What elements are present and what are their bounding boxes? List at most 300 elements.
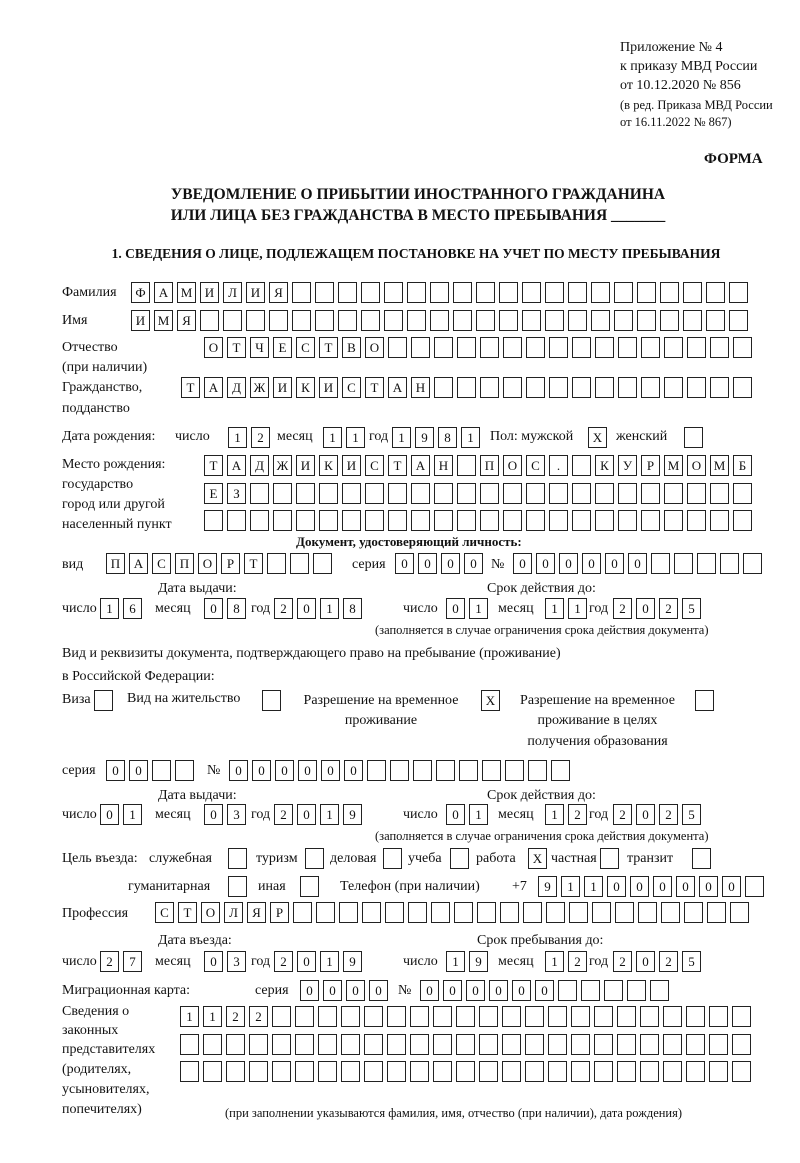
char-box[interactable]	[502, 1061, 521, 1082]
entry-month-field[interactable]	[204, 951, 246, 973]
birthplace-field[interactable]	[204, 455, 752, 477]
char-box[interactable]: 2	[568, 951, 587, 972]
char-box[interactable]: 0	[275, 760, 294, 781]
char-box[interactable]: 0	[582, 553, 601, 574]
char-box[interactable]	[545, 310, 564, 331]
char-box[interactable]	[410, 1034, 429, 1055]
char-box[interactable]	[710, 377, 729, 398]
char-box[interactable]: 0	[297, 598, 316, 619]
char-box[interactable]	[729, 310, 748, 331]
char-box[interactable]	[388, 337, 407, 358]
char-box[interactable]	[618, 337, 637, 358]
char-box[interactable]	[453, 310, 472, 331]
char-box[interactable]: 6	[123, 598, 142, 619]
sex-female-checkbox[interactable]	[684, 427, 703, 449]
char-box[interactable]	[476, 310, 495, 331]
char-box[interactable]: 1	[545, 951, 564, 972]
char-box[interactable]: 1	[461, 427, 480, 448]
char-box[interactable]: 2	[251, 427, 270, 448]
stay-issue-month-field[interactable]	[204, 804, 246, 826]
char-box[interactable]	[526, 337, 545, 358]
char-box[interactable]	[476, 282, 495, 303]
char-box[interactable]	[338, 310, 357, 331]
phone-field[interactable]	[538, 876, 764, 898]
char-box[interactable]	[637, 310, 656, 331]
char-box[interactable]: О	[204, 337, 223, 358]
migration-number-field[interactable]	[420, 980, 669, 1002]
citizenship-field[interactable]	[181, 377, 752, 399]
char-box[interactable]	[433, 1061, 452, 1082]
char-box[interactable]: 1	[561, 876, 580, 897]
char-box[interactable]: 0	[636, 804, 655, 825]
char-box[interactable]	[730, 902, 749, 923]
char-box[interactable]: 9	[415, 427, 434, 448]
char-box[interactable]	[408, 902, 427, 923]
char-box[interactable]: 0	[446, 598, 465, 619]
char-box[interactable]	[456, 1034, 475, 1055]
char-box[interactable]	[431, 902, 450, 923]
char-box[interactable]	[411, 510, 430, 531]
char-box[interactable]	[528, 760, 547, 781]
char-box[interactable]	[551, 760, 570, 781]
char-box[interactable]: Т	[178, 902, 197, 923]
char-box[interactable]	[342, 483, 361, 504]
char-box[interactable]: А	[388, 377, 407, 398]
char-box[interactable]: М	[177, 282, 196, 303]
char-box[interactable]	[249, 1061, 268, 1082]
char-box[interactable]: З	[227, 483, 246, 504]
char-box[interactable]: 0	[630, 876, 649, 897]
char-box[interactable]: 1	[320, 598, 339, 619]
char-box[interactable]	[175, 760, 194, 781]
char-box[interactable]	[228, 848, 247, 869]
char-box[interactable]	[697, 553, 716, 574]
char-box[interactable]: 2	[226, 1006, 245, 1027]
char-box[interactable]	[388, 510, 407, 531]
char-box[interactable]: 2	[659, 951, 678, 972]
char-box[interactable]: 1	[584, 876, 603, 897]
char-box[interactable]: 0	[628, 553, 647, 574]
char-box[interactable]	[733, 377, 752, 398]
char-box[interactable]	[479, 1061, 498, 1082]
char-box[interactable]	[572, 510, 591, 531]
char-box[interactable]: 2	[613, 804, 632, 825]
char-box[interactable]	[686, 1061, 705, 1082]
char-box[interactable]: 8	[343, 598, 362, 619]
char-box[interactable]	[650, 980, 669, 1001]
char-box[interactable]	[200, 310, 219, 331]
char-box[interactable]: 3	[227, 951, 246, 972]
doc-number-field[interactable]	[513, 553, 762, 575]
char-box[interactable]	[615, 902, 634, 923]
char-box[interactable]	[411, 337, 430, 358]
char-box[interactable]: 0	[252, 760, 271, 781]
char-box[interactable]: 1	[320, 951, 339, 972]
char-box[interactable]	[664, 377, 683, 398]
char-box[interactable]	[683, 282, 702, 303]
char-box[interactable]	[684, 427, 703, 448]
char-box[interactable]: С	[526, 455, 545, 476]
char-box[interactable]: 1	[568, 598, 587, 619]
char-box[interactable]: П	[175, 553, 194, 574]
char-box[interactable]	[384, 282, 403, 303]
char-box[interactable]	[503, 483, 522, 504]
char-box[interactable]	[707, 902, 726, 923]
char-box[interactable]	[604, 980, 623, 1001]
char-box[interactable]: Ч	[250, 337, 269, 358]
char-box[interactable]	[651, 553, 670, 574]
char-box[interactable]: 5	[682, 598, 701, 619]
char-box[interactable]: 0	[204, 804, 223, 825]
char-box[interactable]: 9	[343, 804, 362, 825]
char-box[interactable]	[526, 510, 545, 531]
char-box[interactable]	[480, 510, 499, 531]
char-box[interactable]: Ж	[273, 455, 292, 476]
purpose-other-checkbox[interactable]	[300, 876, 319, 898]
char-box[interactable]	[706, 282, 725, 303]
char-box[interactable]	[292, 310, 311, 331]
char-box[interactable]	[454, 902, 473, 923]
char-box[interactable]	[430, 282, 449, 303]
char-box[interactable]: И	[319, 377, 338, 398]
char-box[interactable]	[617, 1006, 636, 1027]
char-box[interactable]: 0	[204, 951, 223, 972]
char-box[interactable]: Е	[273, 337, 292, 358]
char-box[interactable]	[434, 483, 453, 504]
char-box[interactable]: 7	[123, 951, 142, 972]
char-box[interactable]	[614, 310, 633, 331]
char-box[interactable]	[262, 690, 281, 711]
option-temp-residence-education-checkbox[interactable]	[695, 690, 714, 712]
char-box[interactable]: 0	[321, 760, 340, 781]
char-box[interactable]	[457, 377, 476, 398]
stay-issue-day-field[interactable]	[100, 804, 142, 826]
char-box[interactable]	[457, 455, 476, 476]
char-box[interactable]: 0	[129, 760, 148, 781]
char-box[interactable]	[94, 690, 113, 711]
char-box[interactable]: И	[296, 455, 315, 476]
char-box[interactable]	[273, 483, 292, 504]
char-box[interactable]: С	[155, 902, 174, 923]
char-box[interactable]	[710, 337, 729, 358]
char-box[interactable]: 0	[653, 876, 672, 897]
char-box[interactable]	[692, 848, 711, 869]
char-box[interactable]: Н	[411, 377, 430, 398]
doc-series-field[interactable]	[395, 553, 483, 575]
char-box[interactable]: 2	[659, 804, 678, 825]
migration-series-field[interactable]	[300, 980, 388, 1002]
char-box[interactable]	[318, 1061, 337, 1082]
char-box[interactable]	[638, 902, 657, 923]
char-box[interactable]	[568, 310, 587, 331]
char-box[interactable]: О	[687, 455, 706, 476]
char-box[interactable]	[709, 1034, 728, 1055]
char-box[interactable]	[695, 690, 714, 711]
char-box[interactable]	[410, 1006, 429, 1027]
char-box[interactable]	[269, 310, 288, 331]
char-box[interactable]: .	[549, 455, 568, 476]
char-box[interactable]	[745, 876, 764, 897]
char-box[interactable]	[296, 510, 315, 531]
char-box[interactable]	[522, 310, 541, 331]
char-box[interactable]	[290, 553, 309, 574]
char-box[interactable]	[618, 377, 637, 398]
char-box[interactable]	[594, 1061, 613, 1082]
char-box[interactable]	[436, 760, 455, 781]
valid-day-field[interactable]	[446, 598, 488, 620]
char-box[interactable]	[571, 1061, 590, 1082]
char-box[interactable]	[383, 848, 402, 869]
char-box[interactable]: С	[342, 377, 361, 398]
char-box[interactable]	[706, 310, 725, 331]
char-box[interactable]	[450, 848, 469, 869]
char-box[interactable]	[522, 282, 541, 303]
char-box[interactable]	[477, 902, 496, 923]
char-box[interactable]	[292, 282, 311, 303]
char-box[interactable]	[293, 902, 312, 923]
char-box[interactable]	[572, 337, 591, 358]
char-box[interactable]: 0	[536, 553, 555, 574]
char-box[interactable]	[480, 337, 499, 358]
char-box[interactable]	[572, 377, 591, 398]
char-box[interactable]	[433, 1006, 452, 1027]
char-box[interactable]	[686, 1006, 705, 1027]
char-box[interactable]	[387, 1061, 406, 1082]
char-box[interactable]	[503, 510, 522, 531]
char-box[interactable]	[411, 483, 430, 504]
char-box[interactable]: 0	[559, 553, 578, 574]
char-box[interactable]: 8	[438, 427, 457, 448]
char-box[interactable]: 0	[636, 951, 655, 972]
purpose-humanitarian-checkbox[interactable]	[228, 876, 247, 898]
char-box[interactable]	[549, 337, 568, 358]
char-box[interactable]	[315, 310, 334, 331]
stay-number-field[interactable]	[229, 760, 570, 782]
surname-field[interactable]	[131, 282, 748, 304]
purpose-business-checkbox[interactable]	[383, 848, 402, 870]
char-box[interactable]	[203, 1034, 222, 1055]
stay-valid-year-field[interactable]	[613, 804, 701, 826]
char-box[interactable]	[525, 1034, 544, 1055]
char-box[interactable]: Н	[434, 455, 453, 476]
char-box[interactable]: Ф	[131, 282, 150, 303]
char-box[interactable]	[152, 760, 171, 781]
char-box[interactable]	[385, 902, 404, 923]
char-box[interactable]	[640, 1034, 659, 1055]
char-box[interactable]: 0	[636, 598, 655, 619]
stay-day-field[interactable]	[446, 951, 488, 973]
char-box[interactable]: К	[296, 377, 315, 398]
char-box[interactable]	[614, 282, 633, 303]
char-box[interactable]	[732, 1034, 751, 1055]
char-box[interactable]: 0	[443, 980, 462, 1001]
char-box[interactable]	[430, 310, 449, 331]
name-field[interactable]	[131, 310, 748, 332]
char-box[interactable]: М	[154, 310, 173, 331]
char-box[interactable]: О	[365, 337, 384, 358]
char-box[interactable]	[617, 1061, 636, 1082]
char-box[interactable]	[572, 483, 591, 504]
char-box[interactable]: Т	[204, 455, 223, 476]
char-box[interactable]: 2	[659, 598, 678, 619]
char-box[interactable]	[660, 282, 679, 303]
char-box[interactable]	[250, 510, 269, 531]
char-box[interactable]: 8	[227, 598, 246, 619]
char-box[interactable]	[384, 310, 403, 331]
patronymic-field[interactable]	[204, 337, 752, 359]
char-box[interactable]	[627, 980, 646, 1001]
char-box[interactable]: Я	[177, 310, 196, 331]
char-box[interactable]	[267, 553, 286, 574]
char-box[interactable]: 0	[323, 980, 342, 1001]
char-box[interactable]	[687, 483, 706, 504]
char-box[interactable]	[502, 1034, 521, 1055]
char-box[interactable]: 0	[300, 980, 319, 1001]
char-box[interactable]: 1	[123, 804, 142, 825]
char-box[interactable]	[640, 1006, 659, 1027]
char-box[interactable]: И	[342, 455, 361, 476]
char-box[interactable]	[318, 1034, 337, 1055]
char-box[interactable]: П	[106, 553, 125, 574]
char-box[interactable]	[591, 310, 610, 331]
char-box[interactable]: С	[365, 455, 384, 476]
char-box[interactable]: Д	[227, 377, 246, 398]
char-box[interactable]	[617, 1034, 636, 1055]
char-box[interactable]	[743, 553, 762, 574]
char-box[interactable]	[295, 1006, 314, 1027]
char-box[interactable]	[407, 310, 426, 331]
char-box[interactable]	[683, 310, 702, 331]
char-box[interactable]	[364, 1006, 383, 1027]
char-box[interactable]	[272, 1006, 291, 1027]
char-box[interactable]: 1	[545, 598, 564, 619]
char-box[interactable]	[684, 902, 703, 923]
char-box[interactable]: В	[342, 337, 361, 358]
char-box[interactable]	[503, 337, 522, 358]
char-box[interactable]	[592, 902, 611, 923]
char-box[interactable]: X	[481, 690, 500, 711]
char-box[interactable]	[572, 455, 591, 476]
char-box[interactable]: Б	[733, 455, 752, 476]
char-box[interactable]: 5	[682, 951, 701, 972]
char-box[interactable]: Я	[247, 902, 266, 923]
char-box[interactable]	[341, 1061, 360, 1082]
char-box[interactable]: А	[154, 282, 173, 303]
char-box[interactable]: 2	[613, 598, 632, 619]
char-box[interactable]	[663, 1061, 682, 1082]
char-box[interactable]	[364, 1034, 383, 1055]
char-box[interactable]: 0	[297, 951, 316, 972]
char-box[interactable]: Я	[269, 282, 288, 303]
char-box[interactable]	[480, 377, 499, 398]
char-box[interactable]	[594, 1006, 613, 1027]
char-box[interactable]	[250, 483, 269, 504]
char-box[interactable]: 9	[538, 876, 557, 897]
stay-month-field[interactable]	[545, 951, 587, 973]
char-box[interactable]	[499, 310, 518, 331]
char-box[interactable]	[637, 282, 656, 303]
char-box[interactable]: 1	[446, 951, 465, 972]
char-box[interactable]	[663, 1006, 682, 1027]
birth-day-field[interactable]	[228, 427, 270, 449]
char-box[interactable]	[549, 483, 568, 504]
char-box[interactable]	[687, 377, 706, 398]
char-box[interactable]	[341, 1006, 360, 1027]
char-box[interactable]: Р	[270, 902, 289, 923]
char-box[interactable]: 2	[274, 804, 293, 825]
char-box[interactable]	[710, 510, 729, 531]
char-box[interactable]: 0	[297, 804, 316, 825]
char-box[interactable]	[710, 483, 729, 504]
char-box[interactable]	[505, 760, 524, 781]
char-box[interactable]: М	[710, 455, 729, 476]
char-box[interactable]: Е	[204, 483, 223, 504]
char-box[interactable]	[502, 1006, 521, 1027]
char-box[interactable]	[456, 1061, 475, 1082]
char-box[interactable]: Т	[227, 337, 246, 358]
char-box[interactable]: 9	[343, 951, 362, 972]
char-box[interactable]	[434, 377, 453, 398]
char-box[interactable]	[318, 1006, 337, 1027]
char-box[interactable]: 0	[466, 980, 485, 1001]
char-box[interactable]	[296, 483, 315, 504]
char-box[interactable]	[361, 282, 380, 303]
char-box[interactable]	[568, 282, 587, 303]
issue-day-field[interactable]	[100, 598, 142, 620]
char-box[interactable]	[390, 760, 409, 781]
char-box[interactable]	[249, 1034, 268, 1055]
issue-month-field[interactable]	[204, 598, 246, 620]
char-box[interactable]	[558, 980, 577, 1001]
char-box[interactable]: 0	[535, 980, 554, 1001]
char-box[interactable]: 0	[441, 553, 460, 574]
char-box[interactable]: А	[227, 455, 246, 476]
purpose-private-checkbox[interactable]	[600, 848, 619, 870]
char-box[interactable]: Т	[244, 553, 263, 574]
char-box[interactable]: 0	[446, 804, 465, 825]
purpose-official-checkbox[interactable]	[228, 848, 247, 870]
char-box[interactable]: К	[319, 455, 338, 476]
birth-year-field[interactable]	[392, 427, 480, 449]
char-box[interactable]: О	[198, 553, 217, 574]
valid-month-field[interactable]	[545, 598, 587, 620]
stay-issue-year-field[interactable]	[274, 804, 362, 826]
stay-valid-day-field[interactable]	[446, 804, 488, 826]
char-box[interactable]	[361, 310, 380, 331]
sex-male-checkbox[interactable]	[588, 427, 607, 449]
birth-month-field[interactable]	[323, 427, 365, 449]
char-box[interactable]	[663, 1034, 682, 1055]
char-box[interactable]	[548, 1006, 567, 1027]
char-box[interactable]	[595, 377, 614, 398]
char-box[interactable]: 2	[249, 1006, 268, 1027]
char-box[interactable]	[595, 483, 614, 504]
char-box[interactable]: 2	[568, 804, 587, 825]
char-box[interactable]: 1	[469, 598, 488, 619]
char-box[interactable]	[453, 282, 472, 303]
char-box[interactable]	[733, 337, 752, 358]
char-box[interactable]: А	[129, 553, 148, 574]
char-box[interactable]	[272, 1061, 291, 1082]
char-box[interactable]	[640, 1061, 659, 1082]
char-box[interactable]	[664, 483, 683, 504]
char-box[interactable]	[180, 1061, 199, 1082]
char-box[interactable]	[456, 1006, 475, 1027]
purpose-transit-checkbox[interactable]	[692, 848, 711, 870]
char-box[interactable]: И	[131, 310, 150, 331]
char-box[interactable]	[362, 902, 381, 923]
representatives-field[interactable]	[180, 1061, 751, 1083]
